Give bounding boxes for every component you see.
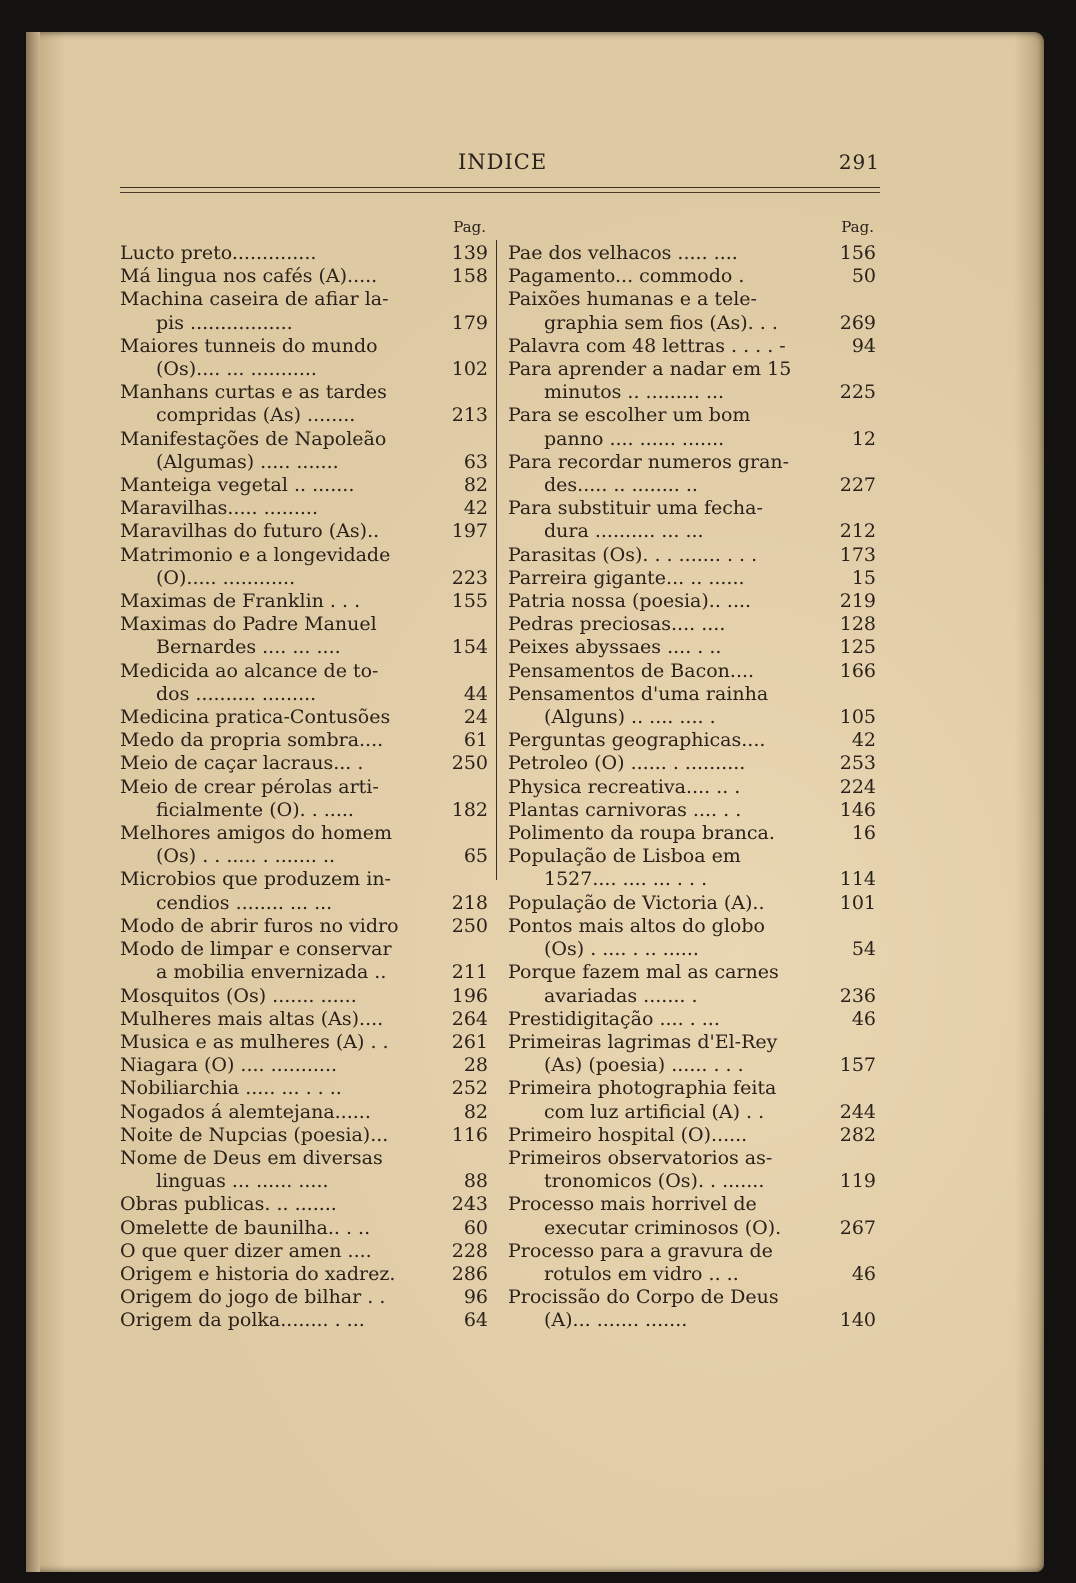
index-entry bbox=[508, 474, 876, 497]
index-entry-page: 224 bbox=[839, 775, 876, 798]
index-entry bbox=[120, 1286, 488, 1309]
index-entry-text: Petroleo (O) ...... . .......... bbox=[508, 752, 746, 775]
index-entry-text: Pae dos velhacos ..... .... bbox=[508, 242, 738, 264]
index-entry-text: Nome de Deus em diversas bbox=[120, 1146, 383, 1169]
index-entry-page: 264 bbox=[451, 1007, 488, 1030]
index-column-right bbox=[508, 218, 876, 1333]
index-entry-text: Para aprender a nadar em 15 bbox=[508, 358, 792, 381]
index-entry bbox=[120, 822, 488, 845]
index-entry-text: Microbios que produzem in- bbox=[120, 868, 391, 891]
index-entry-page: 44 bbox=[463, 682, 488, 705]
index-entry-text: (Os) . .... . .. ...... bbox=[544, 938, 699, 961]
index-entry-text: População de Victoria (A).. bbox=[508, 891, 765, 914]
index-entry-text: Physica recreativa.... .. . bbox=[508, 775, 741, 798]
index-entry-text: Primeiros observatorios as- bbox=[508, 1146, 773, 1169]
index-entry-text: Maravilhas..... ......... bbox=[120, 497, 318, 520]
index-entry bbox=[508, 938, 876, 961]
index-entry bbox=[120, 1240, 488, 1263]
index-entry-page: 253 bbox=[839, 752, 876, 775]
index-entry-page: 219 bbox=[839, 590, 876, 613]
index-entry bbox=[120, 1054, 488, 1077]
index-entry-page: 125 bbox=[839, 636, 876, 659]
index-entry-text: Procissão do Corpo de Deus bbox=[508, 1286, 779, 1309]
index-entry bbox=[508, 265, 876, 288]
index-entry bbox=[120, 985, 488, 1008]
index-entry-page: 225 bbox=[839, 381, 876, 404]
header-rule-secondary bbox=[120, 192, 880, 193]
index-entry bbox=[120, 613, 488, 636]
index-entry-page: 244 bbox=[839, 1100, 876, 1123]
index-entry bbox=[508, 1309, 876, 1332]
index-entry-text: Primeiras lagrimas d'El-Rey bbox=[508, 1030, 778, 1053]
index-entry bbox=[120, 544, 488, 567]
index-entry-page: 12 bbox=[851, 427, 876, 450]
index-entry-text: Primeira photographia feita bbox=[508, 1077, 777, 1100]
page-gutter bbox=[26, 32, 40, 1572]
index-entry-page: 15 bbox=[851, 566, 876, 589]
index-entry-text: dos .......... ......... bbox=[156, 682, 317, 705]
index-entry-text: Parreira gigante... .. ...... bbox=[508, 566, 745, 589]
index-entry bbox=[120, 590, 488, 613]
index-entry bbox=[508, 915, 876, 938]
index-entry-page: 196 bbox=[451, 984, 488, 1007]
index-entry bbox=[508, 544, 876, 567]
index-entry-text: ficialmente (O). . ..... bbox=[156, 798, 354, 821]
index-entry-text: Origem da polka........ . ... bbox=[120, 1309, 365, 1332]
index-entry-text: (A)... ....... ....... bbox=[544, 1309, 688, 1332]
index-entry-text: des..... .. ........ .. bbox=[544, 474, 698, 497]
index-entry bbox=[508, 1008, 876, 1031]
index-entry-text: Prestidigitação .... . ... bbox=[508, 1007, 720, 1030]
index-entry bbox=[508, 1170, 876, 1193]
index-entry-text: tronomicos (Os). . ....... bbox=[544, 1170, 765, 1193]
index-entry-text: Musica e as mulheres (A) . . bbox=[120, 1030, 389, 1053]
index-entry bbox=[508, 404, 876, 427]
index-entry-text: Má lingua nos cafés (A)..... bbox=[120, 265, 378, 288]
index-entry-page: 24 bbox=[463, 706, 488, 729]
index-entry-page: 46 bbox=[851, 1007, 876, 1030]
index-entry-text: Palavra com 48 lettras . . . . - bbox=[508, 334, 786, 357]
index-entry bbox=[120, 288, 488, 311]
index-entry bbox=[508, 1124, 876, 1147]
index-entry-page: 101 bbox=[839, 891, 876, 914]
index-entry bbox=[508, 288, 876, 311]
index-entry bbox=[508, 1077, 876, 1100]
index-entry-text: Lucto preto.............. bbox=[120, 242, 317, 264]
index-entry-page: 42 bbox=[851, 729, 876, 752]
index-entry bbox=[508, 985, 876, 1008]
index-entry bbox=[120, 706, 488, 729]
index-entry-text: Para se escolher um bom bbox=[508, 404, 751, 427]
index-entry-text: Primeiro hospital (O)...... bbox=[508, 1123, 748, 1146]
index-entry bbox=[120, 1193, 488, 1216]
index-entry-page: 213 bbox=[451, 404, 488, 427]
index-entry-text: minutos .. ......... ... bbox=[544, 381, 725, 404]
index-entry bbox=[120, 520, 488, 543]
index-entry-text: Pedras preciosas.... .... bbox=[508, 613, 726, 636]
index-entry-page: 218 bbox=[451, 891, 488, 914]
index-entry-page: 114 bbox=[839, 868, 876, 891]
index-entry-text: Perguntas geographicas.... bbox=[508, 729, 766, 752]
header-rule bbox=[120, 187, 880, 188]
index-entry bbox=[120, 1309, 488, 1332]
index-entry-page: 140 bbox=[839, 1309, 876, 1332]
index-entry bbox=[508, 822, 876, 845]
index-entry bbox=[120, 1008, 488, 1031]
index-entry bbox=[120, 312, 488, 335]
index-entry bbox=[508, 1054, 876, 1077]
index-entry bbox=[508, 776, 876, 799]
index-entry bbox=[120, 636, 488, 659]
index-entry-text: Origem do jogo de bilhar . . bbox=[120, 1286, 386, 1309]
index-entry-text: dura .......... ... ... bbox=[544, 520, 704, 543]
index-entry bbox=[120, 451, 488, 474]
index-entry-text: Mosquitos (Os) ....... ...... bbox=[120, 984, 357, 1007]
index-entry-page: 261 bbox=[451, 1030, 488, 1053]
index-entry bbox=[120, 1170, 488, 1193]
index-entry bbox=[508, 799, 876, 822]
index-entry bbox=[120, 868, 488, 891]
index-entry bbox=[120, 474, 488, 497]
index-entry-page: 236 bbox=[839, 984, 876, 1007]
index-entry-text: Pensamentos de Bacon.... bbox=[508, 659, 755, 682]
index-entry-page: 156 bbox=[839, 242, 876, 264]
index-entry bbox=[120, 938, 488, 961]
index-entry bbox=[120, 242, 488, 265]
index-entry bbox=[508, 497, 876, 520]
page-title: INDICE bbox=[458, 150, 548, 174]
index-entry-page: 54 bbox=[851, 938, 876, 961]
index-entry-text: Omelette de baunilha.. . .. bbox=[120, 1216, 371, 1239]
index-entry-text: cendios ........ ... ... bbox=[156, 891, 333, 914]
index-entry-text: O que quer dizer amen .... bbox=[120, 1239, 372, 1262]
index-entry-page: 64 bbox=[463, 1309, 488, 1332]
index-entry-text: Pontos mais altos do globo bbox=[508, 914, 765, 937]
index-entry bbox=[508, 1193, 876, 1216]
index-entry bbox=[508, 567, 876, 590]
index-entry-text: Maiores tunneis do mundo bbox=[120, 334, 378, 357]
index-entry bbox=[120, 845, 488, 868]
index-entry-page: 94 bbox=[851, 334, 876, 357]
index-entry-text: Medicida ao alcance de to- bbox=[120, 659, 379, 682]
index-entry-text: Obras publicas. .. ....... bbox=[120, 1193, 337, 1216]
index-entry bbox=[120, 915, 488, 938]
index-entry bbox=[120, 1124, 488, 1147]
index-entry-text: graphia sem fios (As). . . bbox=[544, 311, 778, 334]
index-entry-text: Nobiliarchia ..... ... . . .. bbox=[120, 1077, 342, 1100]
index-entry bbox=[120, 428, 488, 451]
index-entry-page: 286 bbox=[451, 1262, 488, 1285]
index-entry bbox=[120, 335, 488, 358]
index-entry bbox=[120, 1263, 488, 1286]
index-entry-text: Melhores amigos do homem bbox=[120, 822, 392, 845]
index-entry-page: 250 bbox=[451, 752, 488, 775]
index-list-left bbox=[120, 242, 488, 1333]
index-entry-text: Paixões humanas e a tele- bbox=[508, 288, 757, 311]
index-entry-text: Mulheres mais altas (As).... bbox=[120, 1007, 384, 1030]
index-entry bbox=[120, 567, 488, 590]
index-entry-page: 223 bbox=[451, 566, 488, 589]
index-entry-page: 139 bbox=[451, 242, 488, 264]
index-entry bbox=[508, 335, 876, 358]
index-entry-page: 211 bbox=[451, 961, 488, 984]
index-entry-text: Nogados á alemtejana...... bbox=[120, 1100, 371, 1123]
index-entry bbox=[508, 729, 876, 752]
index-entry-text: Medicina pratica-Contusões bbox=[120, 706, 391, 729]
index-entry bbox=[120, 1217, 488, 1240]
index-entry-text: Maximas do Padre Manuel bbox=[120, 613, 377, 636]
index-entry-text: Bernardes .... ... .... bbox=[156, 636, 341, 659]
index-entry bbox=[508, 451, 876, 474]
index-entry bbox=[508, 613, 876, 636]
index-entry bbox=[120, 497, 488, 520]
index-entry bbox=[508, 752, 876, 775]
index-entry-text: Medo da propria sombra.... bbox=[120, 729, 384, 752]
index-entry-text: 1527.... .... ... . . . bbox=[544, 868, 708, 891]
index-entry-text: Pagamento... commodo . bbox=[508, 265, 745, 288]
page-header bbox=[120, 150, 880, 180]
index-entry-text: Polimento da roupa branca. bbox=[508, 822, 775, 845]
index-entry bbox=[120, 1147, 488, 1170]
index-entry-page: 16 bbox=[851, 822, 876, 845]
index-entry bbox=[508, 358, 876, 381]
index-entry-page: 61 bbox=[463, 729, 488, 752]
index-entry bbox=[120, 776, 488, 799]
index-entry-page: 243 bbox=[451, 1193, 488, 1216]
index-entry-page: 116 bbox=[451, 1123, 488, 1146]
index-entry bbox=[508, 1147, 876, 1170]
index-entry-text: Peixes abyssaes .... . .. bbox=[508, 636, 722, 659]
index-entry-text: avariadas ....... . bbox=[544, 984, 698, 1007]
index-entry-page: 197 bbox=[451, 520, 488, 543]
index-entry-text: (Os).... ... ........... bbox=[156, 358, 317, 381]
index-entry bbox=[508, 1031, 876, 1054]
index-entry bbox=[508, 683, 876, 706]
index-entry bbox=[120, 381, 488, 404]
index-entry bbox=[508, 381, 876, 404]
index-entry bbox=[508, 1263, 876, 1286]
index-entry-page: 82 bbox=[463, 474, 488, 497]
index-entry bbox=[508, 961, 876, 984]
index-entry bbox=[508, 706, 876, 729]
index-entry-text: Machina caseira de afiar la- bbox=[120, 288, 389, 311]
index-entry bbox=[508, 1286, 876, 1309]
index-entry bbox=[120, 729, 488, 752]
pag-label: Pag. bbox=[841, 218, 874, 236]
index-list-right bbox=[508, 242, 876, 1333]
index-entry-text: Pensamentos d'uma rainha bbox=[508, 682, 769, 705]
index-entry-page: 252 bbox=[451, 1077, 488, 1100]
index-entry bbox=[508, 428, 876, 451]
index-entry-page: 50 bbox=[851, 265, 876, 288]
index-entry-text: Processo para a gravura de bbox=[508, 1239, 773, 1262]
index-column-left bbox=[120, 218, 488, 1333]
index-entry-page: 119 bbox=[839, 1170, 876, 1193]
index-entry-page: 102 bbox=[451, 358, 488, 381]
pag-label: Pag. bbox=[453, 218, 486, 236]
index-entry-page: 269 bbox=[839, 311, 876, 334]
index-entry bbox=[508, 1101, 876, 1124]
index-entry-text: Manifestações de Napoleão bbox=[120, 427, 387, 450]
index-entry-text: Para substituir uma fecha- bbox=[508, 497, 763, 520]
page-number: 291 bbox=[838, 150, 880, 174]
index-entry-text: (Os) . . ..... . ....... .. bbox=[156, 845, 336, 868]
index-entry-page: 155 bbox=[451, 590, 488, 613]
index-entry-page: 60 bbox=[463, 1216, 488, 1239]
index-entry-page: 88 bbox=[463, 1170, 488, 1193]
index-entry-text: Porque fazem mal as carnes bbox=[508, 961, 779, 984]
index-entry bbox=[120, 1077, 488, 1100]
index-entry-text: População de Lisboa em bbox=[508, 845, 741, 868]
index-entry bbox=[120, 892, 488, 915]
index-entry-text: executar criminosos (O). bbox=[544, 1216, 782, 1239]
index-entry-text: Patria nossa (poesia).. .... bbox=[508, 590, 752, 613]
index-entry bbox=[120, 265, 488, 288]
index-entry-text: Plantas carnivoras .... . . bbox=[508, 798, 742, 821]
index-entry-text: Modo de abrir furos no vidro bbox=[120, 914, 399, 937]
index-entry bbox=[508, 312, 876, 335]
index-entry bbox=[120, 358, 488, 381]
index-entry-page: 105 bbox=[839, 706, 876, 729]
index-entry-text: (O)..... ............ bbox=[156, 566, 296, 589]
index-entry-text: com luz artificial (A) . . bbox=[544, 1100, 765, 1123]
index-entry-page: 128 bbox=[839, 613, 876, 636]
index-entry-text: panno .... ...... ....... bbox=[544, 427, 725, 450]
index-entry-page: 267 bbox=[839, 1216, 876, 1239]
index-entry-page: 42 bbox=[463, 497, 488, 520]
index-entry bbox=[508, 636, 876, 659]
index-entry-text: Niagara (O) .... ........... bbox=[120, 1054, 338, 1077]
index-entry-page: 212 bbox=[839, 520, 876, 543]
index-entry-page: 154 bbox=[451, 636, 488, 659]
index-entry-text: Manhans curtas e as tardes bbox=[120, 381, 387, 404]
index-entry-page: 157 bbox=[839, 1054, 876, 1077]
index-entry-text: Meio de crear pérolas arti- bbox=[120, 775, 379, 798]
index-entry-page: 65 bbox=[463, 845, 488, 868]
index-entry bbox=[120, 1101, 488, 1124]
index-entry bbox=[508, 520, 876, 543]
index-entry bbox=[508, 590, 876, 613]
index-entry-page: 46 bbox=[851, 1262, 876, 1285]
index-entry-page: 146 bbox=[839, 798, 876, 821]
index-entry-page: 96 bbox=[463, 1286, 488, 1309]
index-entry-text: a mobilia envernizada .. bbox=[156, 961, 387, 984]
index-entry bbox=[508, 868, 876, 891]
index-entry-page: 173 bbox=[839, 543, 876, 566]
index-entry-text: Parasitas (Os). . . ....... . . . bbox=[508, 543, 758, 566]
index-entry-page: 282 bbox=[839, 1123, 876, 1146]
index-entry-text: (Algumas) ..... ....... bbox=[156, 450, 339, 473]
index-entry-text: Meio de caçar lacraus... . bbox=[120, 752, 364, 775]
column-divider bbox=[496, 240, 497, 880]
index-entry-text: pis ................. bbox=[156, 311, 293, 334]
index-entry bbox=[120, 961, 488, 984]
index-entry-page: 63 bbox=[463, 450, 488, 473]
index-entry-page: 166 bbox=[839, 659, 876, 682]
index-entry-text: linguas ... ...... ..... bbox=[156, 1170, 329, 1193]
index-entry-text: Modo de limpar e conservar bbox=[120, 938, 392, 961]
index-entry bbox=[508, 892, 876, 915]
index-entry-text: (Alguns) .. .... .... . bbox=[544, 706, 716, 729]
index-entry-page: 227 bbox=[839, 474, 876, 497]
index-entry bbox=[120, 752, 488, 775]
index-entry-text: compridas (As) ........ bbox=[156, 404, 356, 427]
index-entry bbox=[120, 1031, 488, 1054]
index-entry bbox=[508, 660, 876, 683]
index-entry-text: Maravilhas do futuro (As).. bbox=[120, 520, 380, 543]
index-entry bbox=[120, 799, 488, 822]
index-entry-page: 28 bbox=[463, 1054, 488, 1077]
index-entry bbox=[508, 845, 876, 868]
index-entry bbox=[508, 1240, 876, 1263]
index-entry-text: Matrimonio e a longevidade bbox=[120, 543, 391, 566]
index-entry-text: (As) (poesia) ...... . . . bbox=[544, 1054, 744, 1077]
index-entry-text: Maximas de Franklin . . . bbox=[120, 590, 361, 613]
index-entry-page: 250 bbox=[451, 914, 488, 937]
index-entry-page: 182 bbox=[451, 798, 488, 821]
index-entry-page: 179 bbox=[451, 311, 488, 334]
index-entry-text: Para recordar numeros gran- bbox=[508, 450, 790, 473]
index-entry-text: Origem e historia do xadrez. bbox=[120, 1262, 396, 1285]
index-entry-text: Manteiga vegetal .. ....... bbox=[120, 474, 355, 497]
index-entry bbox=[120, 404, 488, 427]
index-entry-page: 228 bbox=[451, 1239, 488, 1262]
index-entry bbox=[508, 242, 876, 265]
index-entry bbox=[508, 1217, 876, 1240]
index-entry-text: rotulos em vidro .. .. bbox=[544, 1262, 739, 1285]
index-entry-text: Noite de Nupcias (poesia)... bbox=[120, 1123, 389, 1146]
index-entry bbox=[120, 683, 488, 706]
index-entry-page: 82 bbox=[463, 1100, 488, 1123]
index-entry bbox=[120, 660, 488, 683]
index-entry-text: Processo mais horrivel de bbox=[508, 1193, 757, 1216]
index-entry-page: 158 bbox=[451, 265, 488, 288]
